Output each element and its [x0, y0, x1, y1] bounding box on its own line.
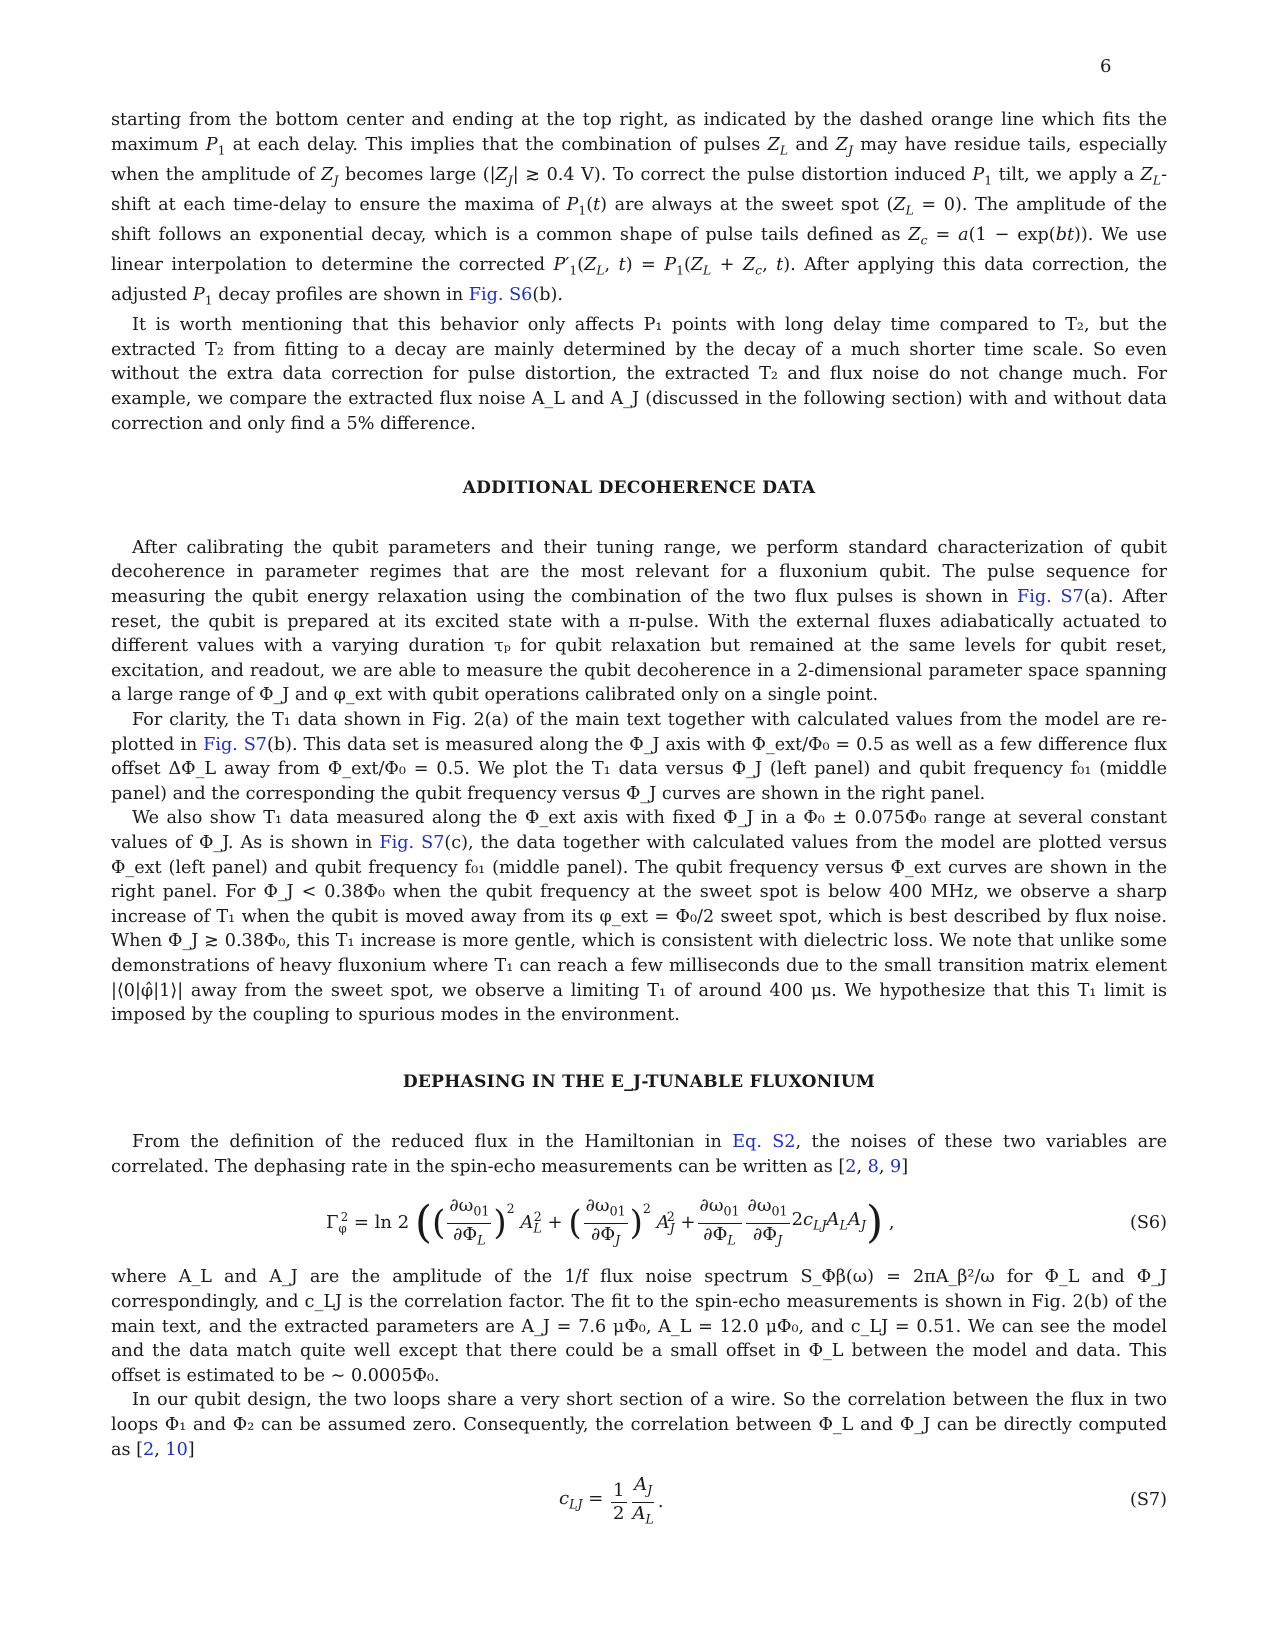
fig-s6-link[interactable]: Fig. S6	[468, 285, 533, 306]
eq-s2-link[interactable]: Eq. S2	[732, 1132, 796, 1153]
equation-s7-number: (S7)	[1130, 1490, 1167, 1511]
paragraph-t1-phij: For clarity, the T₁ data shown in Fig. 2(a) of the main text together with calculated values from the model are re-plotted in Fig. S7(b). This data set is measured along the Φ_J axis with Φ_ext/Φ₀ = 0.5 as well as a few difference flux offset ΔΦ_L away from Φ_ext/Φ₀ = 0.5. We plot the T₁ data versus Φ_J (left panel) and qubit frequency f₀₁ (middle panel) and the corresponding the qubit frequency versus Φ_J curves are shown in the right panel.	[111, 709, 1167, 804]
section-heading-decoherence: ADDITIONAL DECOHERENCE DATA	[462, 478, 816, 499]
paragraph-t2-note: It is worth mentioning that this behavior only affects P₁ points with long delay time compared to T₂, but the extracted T₂ from fitting to a decay are mainly determined by the decay of a much shorter time scale. So even without the extra data correction for pulse distortion, the extracted T₂ and flux noise do not change much. For example, we compare the extracted flux noise A_L and A_J (discussed in the following section) with and without data correction and only find a 5% difference.	[111, 315, 1167, 434]
paragraph-correlation: In our qubit design, the two loops share a very short section of a wire. So the correlation between the flux in two loops Φ₁ and Φ₂ can be assumed zero. Consequently, the correlation between Φ_L and Φ_J can be directly computed as [2, 10]	[111, 1390, 1167, 1460]
equation-s7	[111, 1470, 1167, 1530]
citation-link[interactable]: 10	[165, 1439, 188, 1460]
fig-s7-link[interactable]: Fig. S7	[203, 734, 267, 755]
fig-s7-link[interactable]: Fig. S7	[379, 832, 445, 853]
citation-link[interactable]: 2	[142, 1439, 155, 1460]
paragraph-dephasing-intro: From the definition of the reduced flux in the Hamiltonian in Eq. S2, the noises of these two variables are correlated. The dephasing rate in the spin-echo measurements can be written as [2, 8, 9]	[111, 1132, 1167, 1177]
citation-link[interactable]: 8	[867, 1156, 879, 1177]
fig-s7-link[interactable]: Fig. S7	[1017, 587, 1084, 607]
page-number: 6	[1100, 56, 1112, 77]
citation-link[interactable]: 2	[845, 1156, 857, 1177]
paragraph-t1-phiext: We also show T₁ data measured along the Φ_ext axis with fixed Φ_J in a Φ₀ ± 0.075Φ₀ range at several constant values of Φ_J. As is shown in Fig. S7(c), the data together with calculated values from the model are plotted versus Φ_ext (left panel) and qubit frequency f₀₁ (middle panel). The qubit frequency versus Φ_ext curves are shown in the right panel. For Φ_J < 0.38Φ₀ when the qubit frequency at the sweet spot is below 400 MHz, we observe a sharp increase of T₁ when the qubit is moved away from its φ_ext = Φ₀/2 sweet spot, which is best described by flux noise. When Φ_J ≳ 0.38Φ₀, this T₁ increase is more gentle, which is consistent with dielectric loss. We note that unlike some demonstrations of heavy fluxonium where T₁ can reach a few milliseconds due to the small transition matrix element |⟨0|φ̂|1⟩| away from the sweet spot, we observe a limiting T₁ of around 400 μs. We hypothesize that this T₁ limit is imposed by the coupling to spurious modes in the environment.	[111, 808, 1167, 1026]
page-body	[111, 108, 1167, 1530]
section-heading-dephasing: DEPHASING IN THE E_J-TUNABLE FLUXONIUM	[402, 1071, 876, 1092]
equation-s6	[111, 1191, 1167, 1255]
paragraph-decoherence-intro: After calibrating the qubit parameters and their tuning range, we perform standard characterization of qubit decoherence in parameter regimes that are the most relevant for a fluxonium qubit. The pulse sequence for measuring the qubit energy relaxation using the combination of the two flux pulses is shown in Fig. S7(a). After reset, the qubit is prepared at its excited state with a π-pulse. With the external fluxes adiabatically actuated to different values with a varying duration τₚ for qubit relaxation but remained at the same levels for qubit reset, excitation, and readout, we are able to measure the qubit decoherence in a 2-dimensional parameter space spanning a large range of Φ_J and φ_ext with qubit operations calibrated only on a single point.	[111, 537, 1167, 706]
citation-link[interactable]: 9	[890, 1156, 902, 1177]
paragraph-pulse-correction: starting from the bottom center and ending at the top right, as indicated by the dashed orange line which fits the maximum $P_1$ at each delay. This implies that the combination of pulses $Z_L$ and $Z_J$ may have residue tails, especially when the amplitude of $Z_J$ becomes large ($|Z_J|$ ≳ 0.4 V). To correct the pulse distortion induced $P_1$ tilt, we apply a $Z_L$-shift at each time-delay to ensure the maxima of $P_1(t)$ are always at the sweet spot $(Z_L = 0)$. The amplitude of the shift follows an exponential decay, which is a common shape of pulse tails defined as $Z_c = a(1 - \exp(bt))$. We use linear interpolation to determine the corrected $P'_1(Z_L$, $t) = P_1(Z_L + Z_c$, t). After applying this data correction, the adjusted $P_1$ decay profiles are shown in Fig. S6(b).	[111, 110, 1168, 308]
paragraph-noise-params: where A_L and A_J are the amplitude of the 1/f flux noise spectrum S_Φβ(ω) = 2πA_β²/ω for Φ_L and Φ_J correspondingly, and c_LJ is the correlation factor. The fit to the spin-echo measurements is shown in Fig. 2(b) of the main text, and the extracted parameters are A_J = 7.6 μΦ₀, A_L = 12.0 μΦ₀, and c_LJ = 0.51. We can see the model and the data match quite well except that there could be a small offset in Φ_L between the model and data. This offset is estimated to be ∼ 0.0005Φ₀.	[111, 1267, 1167, 1386]
equation-s7-body: $c_{LJ}$ = $\frac{1}{2}$ $\frac{A_J}{A_L}$ .	[559, 1474, 664, 1527]
equation-s6-number: (S6)	[1130, 1213, 1167, 1234]
equation-s6-body: $\Gamma_\varphi^2 = \ln 2$ ( ( $\frac{\partial\omega_{01}}{\partial\Phi_L}$ ) $^2$ $A_L^2$ + ( $\frac{\partial\omega_{01}}{\partial\Phi_J}$ ) $^2$ $A_J^2$ + $\frac{\partial\omega_{01}}{\partial\Phi_L}$ $\frac{\partial\omega_{01}}{\partial\Phi_J}$ $2c_{LJ}A_LA_J$ ) ,	[326, 1195, 895, 1249]
